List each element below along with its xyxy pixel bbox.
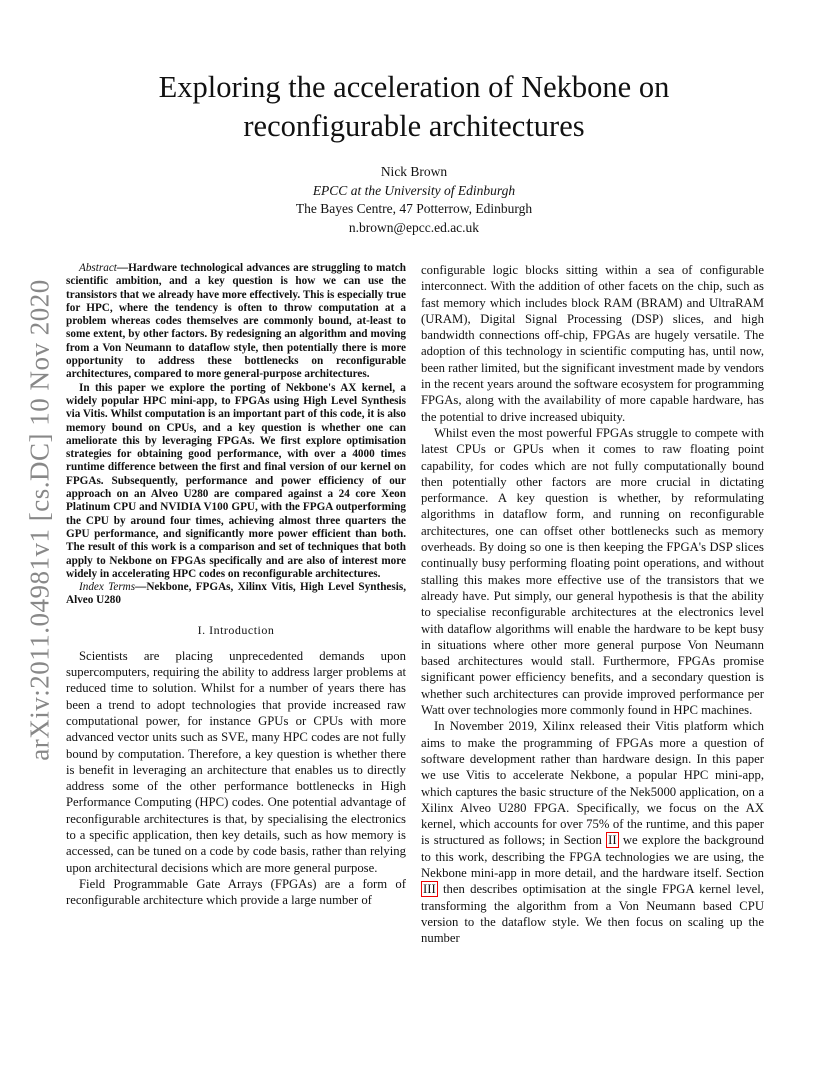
- title-line-1: Exploring the acceleration of Nekbone on: [158, 70, 670, 104]
- left-column: [66, 262, 406, 908]
- intro-paragraph-2: Field Programmable Gate Arrays (FPGAs) are a form of reconfigurable architecture which provide a large number of: [66, 876, 406, 908]
- section-ref-link-iii[interactable]: III: [423, 882, 436, 897]
- section-ref-link-ii[interactable]: II: [608, 833, 617, 848]
- author-name: Nick Brown: [380, 164, 448, 179]
- abstract-paragraph-2: In this paper we explore the porting of Nekbone's AX kernel, a widely popular HPC mini-app, to FPGAs using High Level Synthesis via Vitis. Whilst computation is an important part of this code, it is also memory bound on CPUs, and a key question is whether one can ameliorate this by leveraging FPGAs. We first explore optimisation strategies for obtaining good performance, with over a 4000 times runtime difference between the first and final version of our kernel on FPGAs. Subsequently, performance and power efficiency of our approach on an Alveo U280 are compared against a 24 core Xeon Platinum CPU and NVIDIA V100 GPU, with the FPGA outperforming the CPU by around four times, achieving almost three quarters the GPU performance, and significantly more power efficient than both. The result of this work is a comparison and set of techniques that both apply to Nekbone on FPGAs specifically and are also of interest more widely in accelerating HPC codes on reconfigurable architectures.: [66, 381, 406, 580]
- intro-paragraph-1: Scientists are placing unprecedented demands upon supercomputers, requiring the ability to address larger problems at reduced time to solution. Whilst for a number of years there has been a trend to adopt technologies that provide increased raw computational power, for instance GPUs or CPUs with more advanced vector units such as SVE, many HPC codes are not fully bound by computation. Therefore, a key question is whether there is benefit in leveraging an architecture that enables us to directly address some of the other performance bottlenecks in High Performance Computing (HPC) codes. One potential advantage of reconfigurable architectures is that, by specialising the electronics to a specific application, then key details, such as how memory is accessed, can be tuned on a code by code basis, rather than relying upon architectural decisions which are more general purpose.: [66, 648, 406, 875]
- arxiv-identifier: arXiv:2011.04981v1 [cs.DC] 10 Nov 2020: [24, 279, 55, 761]
- author-address: The Bayes Centre, 47 Potterrow, Edinburgh: [295, 201, 533, 216]
- intro-paragraph-4: In November 2019, Xilinx released their Vitis platform which aims to make the programming of FPGAs more a question of software development rather than hardware design. In this paper we use Vitis to accelerate Nekbone, a popular HPC mini-app, which captures the basic structure of the Nek5000 application, on a Xilinx Alveo U280 FPGA. Specifically, we focus on the AX kernel, which accounts for over 75% of the runtime, and this paper is structured as follows; in Section II we explore the background to this work, describing the FPGA technologies we are using, the Nekbone mini-app in more detail, and the hardware itself. Section III then describes optimisation at the single FPGA kernel level, transforming the algorithm from a Von Neumann based CPU version to the dataflow style. We then focus on scaling up the number: [421, 719, 765, 946]
- section-heading-introduction: I. Introduction: [197, 622, 275, 637]
- paper-title: [100, 68, 728, 146]
- author-affiliation: EPCC at the University of Edinburgh: [312, 182, 516, 198]
- abstract: [66, 262, 406, 608]
- intro-right-body: [421, 262, 764, 946]
- index-terms-text: Nekbone, FPGAs, Xilinx Vitis, High Level Synthesis, Alveo U280: [66, 581, 406, 607]
- intro-left-body: [66, 648, 406, 909]
- abstract-label: Abstract: [79, 262, 117, 274]
- index-terms: Index Terms—Nekbone, FPGAs, Xilinx Vitis, High Level Synthesis, Alveo U280: [66, 581, 406, 607]
- index-terms-label: Index Terms: [79, 581, 136, 594]
- author-block: [214, 163, 614, 237]
- intro-paragraph-2-continued: configurable logic blocks sitting within a sea of configurable interconnect. With the addition of other facets on the chip, such as fast memory which includes block RAM (BRAM) and UltraRAM (URAM), Digital Signal Processing (DSP) slices, and high bandwidth connections off-chip, FPGAs are hugely versatile. The adoption of this technology in scientific computing has, until now, been rather limited, but the significant investment made by vendors in the recent years around the software ecosystem for programming FPGAs, along with the availability of more capable hardware, has the potential to drive increased ubiquity.: [421, 263, 764, 424]
- intro-paragraph-3: Whilst even the most powerful FPGAs struggle to compete with latest CPUs or GPUs when it comes to raw floating point capability, for codes which are not fully computationally bound then potentially other factors are more crucial in dictating performance. A key question is whether, by reformulating algorithms in dataflow form, and running on reconfigurable architectures, one can offset other bottlenecks such as memory overheads. By doing so one is then keeping the FPGA's DSP slices continually busy performing floating point operations, and without stalling this makes more effective use of the transistors that we already have. Put simply, our general hypothesis is that the ability to specialise reconfigurable architectures at the electronics level with dataflow algorithms will enable the hardware to be kept busy in situations where other more general purpose Von Neumann based architectures would stall. Furthermore, FPGAs promise significant power efficiency benefits, and a secondary question is whether such architectures can provide improved performance per Watt over technologies more commonly found in HPC machines.: [421, 425, 764, 718]
- author-email: n.brown@epcc.ed.ac.uk: [348, 219, 480, 235]
- right-column: [421, 262, 764, 946]
- abstract-text-1: Hardware technological advances are struggling to match scientific ambition, and a key question is how we can use the transistors that we already have more effectively. This is especially true for HPC, where the tendency is often to throw computation at a problem whereas codes themselves are commonly bound, at-least to some extent, by other factors. By redesigning an algorithm and moving from a Von Neumann to dataflow style, then potentially there is more opportunity to address these bottlenecks on reconfigurable architectures, compared to more general-purpose architectures.: [66, 262, 406, 381]
- title-line-2: reconfigurable architectures: [243, 109, 585, 143]
- arxiv-sidebar-stamp: [18, 280, 62, 760]
- abstract-paragraph-1: Abstract—Hardware technological advances are struggling to match scientific ambition, and a key question is how we can use the transistors that we already have more effectively. This is especially true for HPC, where the tendency is often to throw computation at a problem whereas codes themselves are commonly bound, at-least to some extent, by other factors. By redesigning an algorithm and moving from a Von Neumann to dataflow style, then potentially there is more opportunity to address these bottlenecks on reconfigurable architectures, compared to more general-purpose architectures.: [66, 262, 406, 381]
